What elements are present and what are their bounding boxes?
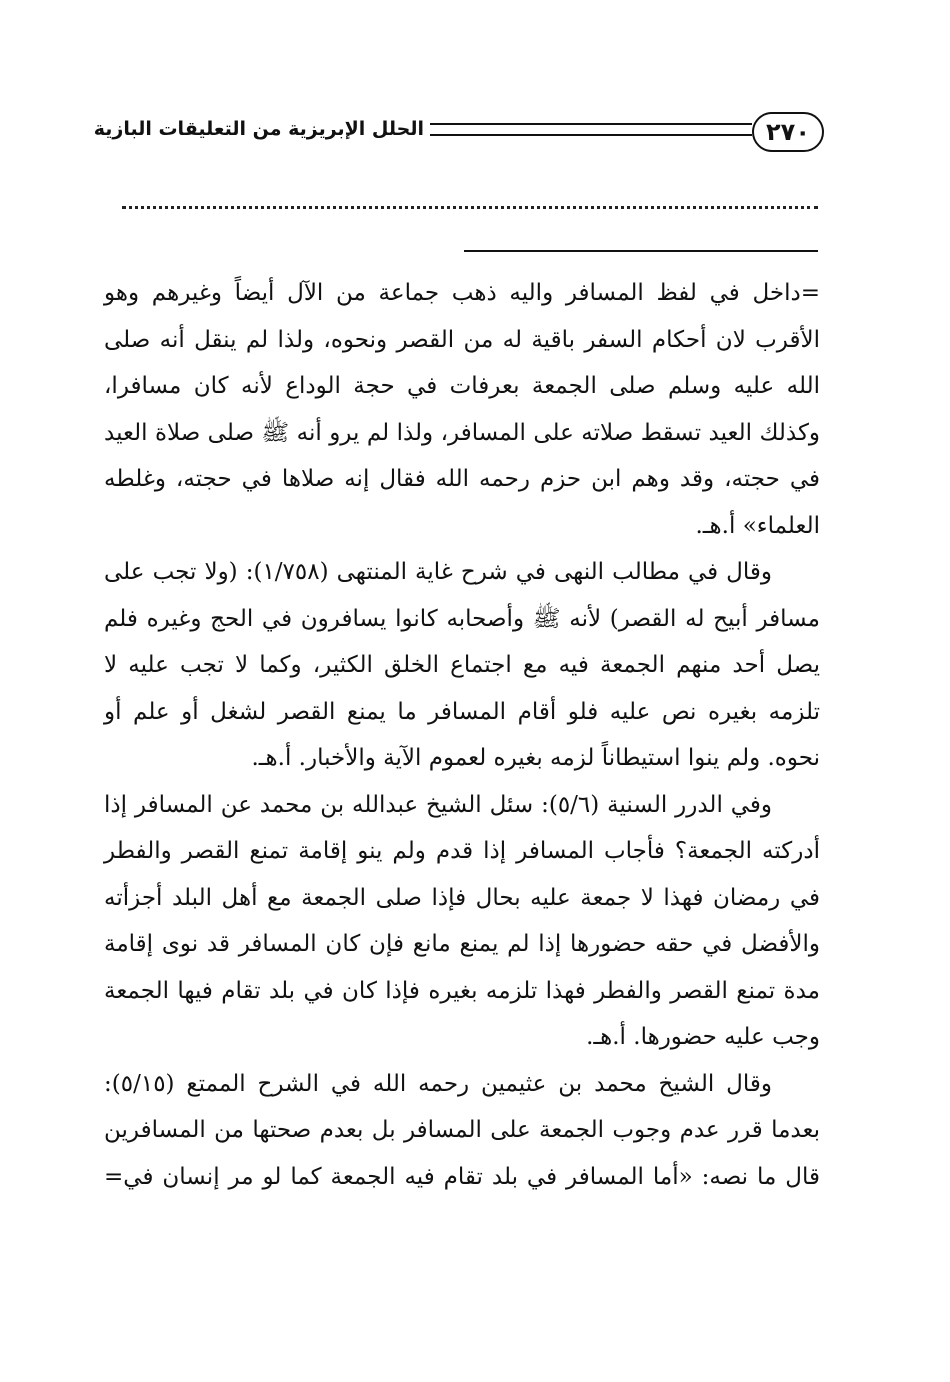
header-double-rule xyxy=(430,123,752,139)
book-title: الحلل الإبريزية من التعليقات البازية xyxy=(93,118,424,140)
header-rule-top xyxy=(430,123,752,125)
footnote-paragraph-3: وفي الدرر السنية (٥/٦): سئل الشيخ عبدالله بن محمد عن المسافر إذا أدركته الجمعة؟ فأجاب المسافر إذا قدم ولم ينو إقامة تمنع القصر والفطر في رمضان فهذا لا جمعة عليه بحال فإذا صلى الجمعة مع أهل البلد أجزأته والأفضل في حقه حضورها إذا لم يمنع مانع فإن كان المسافر قد نوى إقامة مدة تمنع القصر والفطر فهذا تلزمه بغيره فإذا كان في بلد تقام فيها الجمعة وجب عليه حضورها. أ.هـ. xyxy=(104,791,820,1050)
footnote-paragraph-4: وقال الشيخ محمد بن عثيمين رحمه الله في الشرح الممتع (٥/١٥): بعدما قرر عدم وجوب الجمعة على المسافر بل بعدم صحتها من المسافرين قال ما نصه: «أما المسافر في بلد تقام فيه الجمعة كما لو مر إنسان في= xyxy=(104,1070,820,1190)
footnote-paragraph-1: =داخل في لفظ المسافر واليه ذهب جماعة من الآل أيضاً وغيرهم وهو الأقرب لان أحكام السفر باقية له من القصر ونحوه، ولذا لم ينقل أنه صلى الله عليه وسلم صلى الجمعة بعرفات في حجة الوداع لأنه كان مسافرا، وكذلك العيد تسقط صلاته على المسافر، ولذا لم يرو أنه ﷺ صلى صلاة العيد في حجته، وقد وهم ابن حزم رحمه الله فقال إنه صلاها في حجته، وغلطه العلماء» أ.هـ. xyxy=(104,280,821,539)
footnote-body xyxy=(104,270,820,1200)
header-rule-bottom xyxy=(430,134,752,136)
footnote-paragraph-2: وقال في مطالب النهى في شرح غاية المنتهى (١/٧٥٨): (ولا تجب على مسافر أبيح له القصر) لأنه ﷺ وأصحابه كانوا يسافرون في الحج وغيره فلم يصل أحد منهم الجمعة فيه مع اجتماع الخلق الكثير، وكما لا تجب عليه لا تلزمه بغيره نص عليه فلو أقام المسافر ما يمنع القصر لشغل أو علم أو نحوه. ولم ينوا استيطاناً لزمه بغيره لعموم الآية والأخبار. أ.هـ. xyxy=(104,559,820,771)
page-header xyxy=(93,112,824,156)
dotted-separator xyxy=(122,206,818,219)
footnote-separator xyxy=(464,250,818,252)
page-number: ٢٧٠ xyxy=(752,112,824,152)
